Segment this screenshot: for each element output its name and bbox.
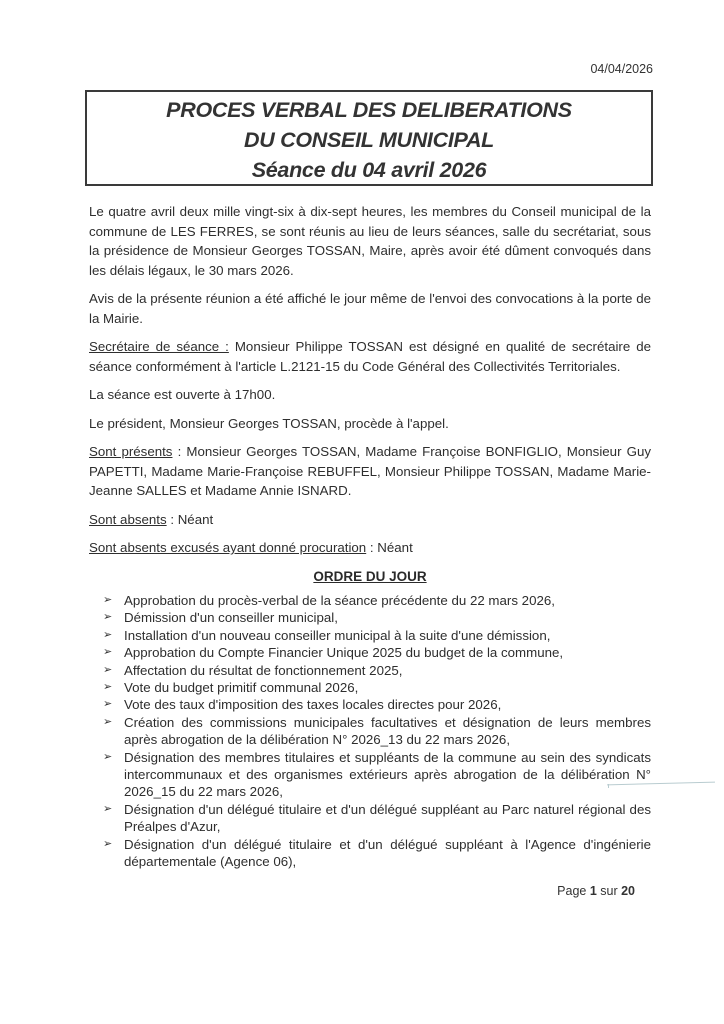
agenda-item: ➢ Désignation d'un délégué titulaire et d'un délégué suppléant au Parc naturel régional des Préalpes d'Azur,	[103, 801, 651, 835]
title-line-2: DU CONSEIL MUNICIPAL	[243, 128, 495, 152]
header-date: 04/04/2026	[590, 62, 653, 76]
scan-mark-tick	[608, 784, 609, 788]
title-box	[85, 90, 653, 186]
absent-label: Sont absents	[89, 511, 167, 527]
secretary-paragraph	[89, 337, 651, 376]
opening-paragraph: La séance est ouverte à 17h00.	[89, 387, 276, 402]
page-current: 1	[589, 884, 597, 898]
page-prefix: Page	[557, 884, 590, 898]
intro-paragraph: Le quatre avril deux mille vingt-six à dix-sept heures, les membres du Conseil municipal de la commune de LES FERRES, se sont réunis au lieu de leurs séances, salle du secrétariat, sous la présidence de Monsieur Georges TOSSAN, Maire, après avoir été dûment convoqués dans les délais légaux, le 30 mars 2026.	[89, 204, 651, 278]
present-paragraph	[89, 442, 651, 501]
arrowhead-bullet-icon: ➢	[103, 750, 113, 763]
page-footer	[557, 884, 635, 898]
agenda-title: ORDRE DU JOUR	[313, 568, 427, 584]
arrowhead-bullet-icon: ➢	[103, 802, 113, 815]
arrowhead-bullet-icon: ➢	[103, 594, 113, 606]
absent-proxy-text: : Néant	[366, 540, 413, 555]
absent-paragraph	[89, 510, 651, 530]
page-total: 20	[621, 884, 635, 898]
agenda-item: ➢ Vote du budget primitif communal 2026,	[103, 680, 359, 696]
secretary-label: Secrétaire de séance :	[89, 339, 229, 354]
agenda-item: ➢ Installation d'un nouveau conseiller municipal à la suite d'une démission,	[103, 627, 551, 643]
arrowhead-bullet-icon: ➢	[103, 837, 113, 850]
arrowhead-bullet-icon: ➢	[103, 715, 113, 728]
agenda-item: ➢ Approbation du procès-verbal de la séance précédente du 22 mars 2026,	[103, 593, 555, 608]
agenda-item: ➢ Vote des taux d'imposition des taxes locales directes pour 2026,	[103, 697, 502, 713]
secretary-text: Monsieur Philippe TOSSAN est désigné en qualité de secrétaire de séance conformément à l'article L.2121-15 du Code Général des Collectivités Territoriales.	[89, 339, 652, 374]
agenda-item: ➢ Démission d'un conseiller municipal,	[103, 610, 338, 626]
agenda-item: ➢ Approbation du Compte Financier Unique 2025 du budget de la commune,	[103, 645, 564, 661]
agenda-item: ➢ Affectation du résultat de fonctionnement 2025,	[103, 662, 403, 678]
arrowhead-bullet-icon: ➢	[103, 698, 113, 711]
document-body	[89, 202, 651, 871]
arrowhead-bullet-icon: ➢	[103, 646, 113, 659]
page-mid: sur	[596, 884, 622, 898]
absent-proxy-label: Sont absents excusés ayant donné procuration	[89, 540, 367, 555]
agenda-item: ➢ Création des commissions municipales facultatives et désignation de leurs membres après abrogation de la délibération N° 2026_13 du 22 mars 2026,	[103, 714, 651, 748]
arrowhead-bullet-icon: ➢	[103, 611, 113, 624]
present-label: Sont présents	[89, 444, 173, 459]
absent-proxy-paragraph	[89, 538, 651, 558]
title-line-3: Séance du 04 avril 2026	[251, 158, 487, 182]
arrowhead-bullet-icon: ➢	[103, 681, 113, 694]
arrowhead-bullet-icon: ➢	[103, 628, 113, 641]
title-line-1: PROCES VERBAL DES DELIBERATIONS	[166, 98, 572, 122]
agenda-list	[89, 592, 651, 871]
roll-call-paragraph: Le président, Monsieur Georges TOSSAN, procède à l'appel.	[89, 415, 449, 431]
absent-text: : Néant	[166, 511, 214, 527]
agenda-item: ➢ Désignation des membres titulaires et suppléants de la commune au sein des syndicats intercommunaux et des organismes extérieurs après abrogation de la délibération N° 2026_15 du 22 mars 2026,	[103, 749, 651, 800]
notice-paragraph: Avis de la présente réunion a été affiché le jour même de l'envoi des convocations à la porte de la Mairie.	[89, 291, 651, 326]
arrowhead-bullet-icon: ➢	[103, 663, 113, 676]
present-text: : Monsieur Georges TOSSAN, Madame Françoise BONFIGLIO, Monsieur Guy PAPETTI, Madame Marie-Françoise REBUFFEL, Monsieur Philippe TOSSAN, Madame Marie-Jeanne SALLES et Madame Annie ISNARD.	[89, 444, 651, 498]
agenda-item: ➢ Désignation d'un délégué titulaire et d'un délégué suppléant à l'Agence d'ingénierie départementale (Agence 06),	[103, 836, 651, 870]
